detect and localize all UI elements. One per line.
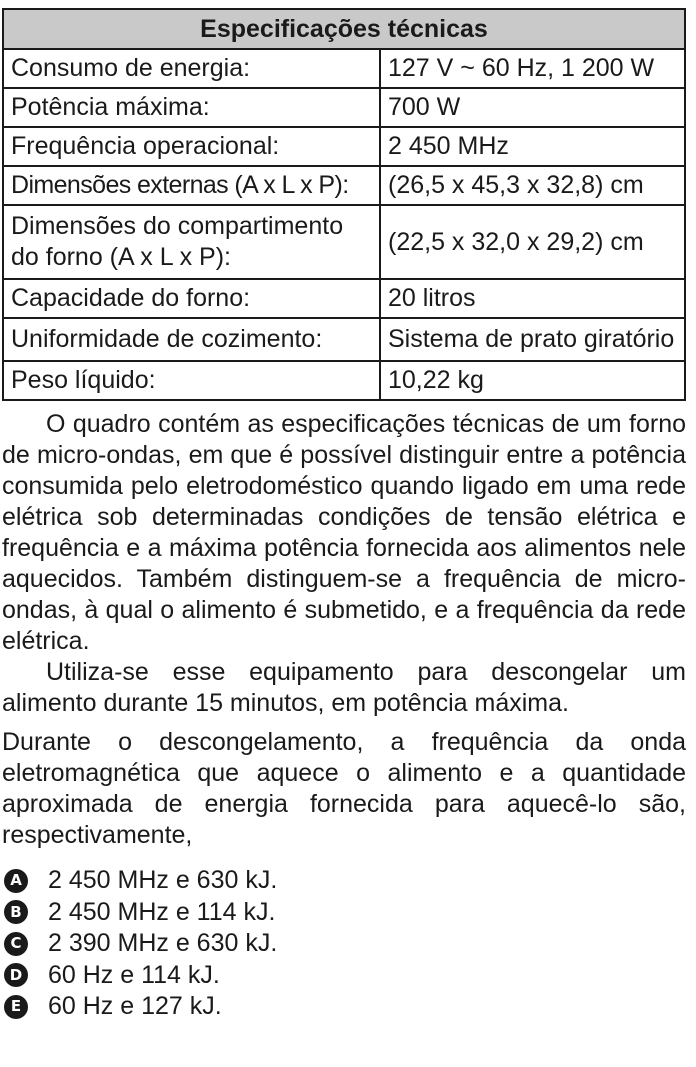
option-a[interactable] [2, 865, 688, 897]
option-c[interactable] [2, 928, 688, 960]
option-letter-d-icon: D [4, 963, 28, 987]
table-row [3, 205, 685, 279]
row-value: 700 W [380, 88, 685, 127]
context-paragraph: O quadro contém as especificações técnicas de um forno de micro-ondas, em que é possível distinguir entre a potência consumida pelo eletrodoméstico quando ligado em uma rede elétrica sob determinadas condições de tensão elétrica e frequência e a máxima potência fornecida aos alimentos nele aquecidos. Também distinguem-se a frequência de micro-ondas, à qual o alimento é submetido, e a frequência da rede elétrica. [2, 410, 686, 655]
row-label: Potência máxima: [3, 88, 380, 127]
row-label: Peso líquido: [3, 361, 380, 400]
row-label: Dimensões do compartimento do forno (A x L x P): [3, 205, 380, 279]
table-row [3, 279, 685, 318]
option-letter-e-icon: E [4, 995, 28, 1019]
option-text: 60 Hz e 127 kJ. [48, 992, 222, 1020]
option-e[interactable] [2, 991, 688, 1023]
row-value: 127 V ~ 60 Hz, 1 200 W [380, 49, 685, 88]
row-value: 10,22 kg [380, 361, 685, 400]
option-letter-c-icon: C [4, 932, 28, 956]
question-stem: Durante o descongelamento, a frequência da onda eletromagnética que aquece o alimento e a quantidade aproximada de energia fornecida para aquecê-lo são, respectivamente, [2, 728, 686, 849]
table-row [3, 361, 685, 400]
option-letter-a-icon: A [4, 869, 28, 893]
option-text: 2 450 MHz e 114 kJ. [48, 897, 276, 926]
option-letter-b-icon: B [4, 900, 28, 924]
row-value: 2 450 MHz [380, 127, 685, 166]
scenario-paragraph: Utiliza-se esse equipamento para descongelar um alimento durante 15 minutos, em potência máxima. [2, 658, 686, 717]
row-label: Consumo de energia: [3, 49, 380, 88]
option-text: 2 450 MHz e 630 kJ. [48, 866, 278, 894]
table-header-row [3, 9, 685, 49]
row-label: Capacidade do forno: [3, 279, 380, 318]
table-row [3, 88, 685, 127]
table-title: Especificações técnicas [3, 9, 685, 49]
row-value: 20 litros [380, 279, 685, 318]
row-label: Uniformidade de cozimento: [3, 318, 380, 361]
row-value: Sistema de prato giratório [380, 318, 685, 361]
row-label: Frequência operacional: [3, 127, 380, 166]
option-text: 60 Hz e 114 kJ. [48, 960, 220, 989]
table-row [3, 127, 685, 166]
row-value: (22,5 x 32,0 x 29,2) cm [380, 205, 685, 279]
table-row [3, 49, 685, 88]
answer-options [2, 865, 688, 1023]
option-text: 2 390 MHz e 630 kJ. [48, 929, 278, 957]
specifications-table [2, 8, 686, 401]
question-text [2, 409, 686, 851]
option-b[interactable] [2, 897, 688, 929]
table-row [3, 166, 685, 205]
option-d[interactable] [2, 960, 688, 992]
row-value: (26,5 x 45,3 x 32,8) cm [380, 166, 685, 205]
row-label: Dimensões externas (A x L x P): [3, 166, 380, 205]
table-row [3, 318, 685, 361]
